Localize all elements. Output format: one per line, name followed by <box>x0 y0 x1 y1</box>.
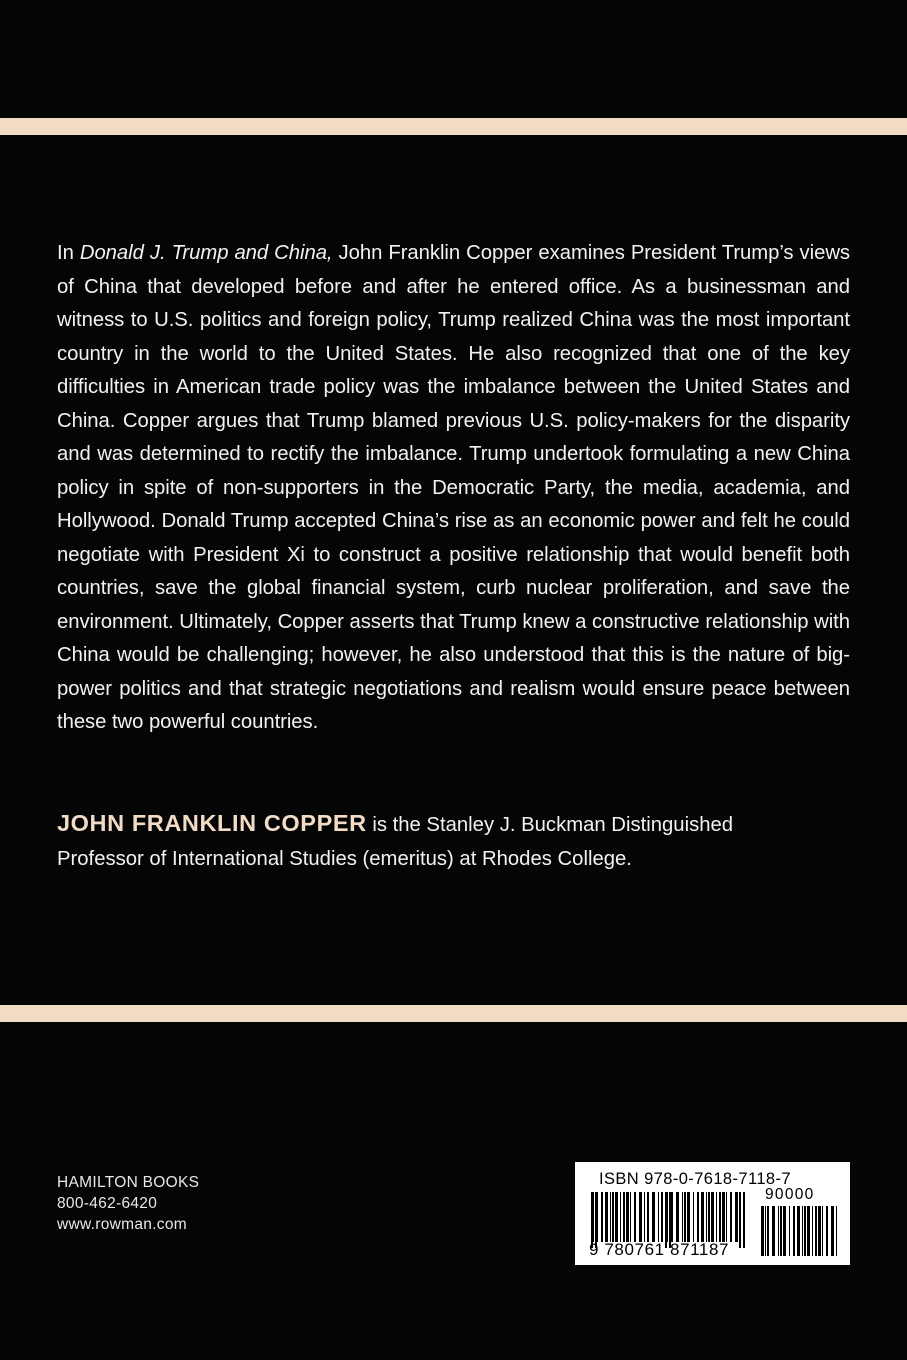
description-text: John Franklin Copper examines President Trump’s views of China that developed before and after he entered office. As a businessman and witness to U.S. politics and foreign policy, Trump realized China was the most important country in the world to the United States. He also recognized that one of the key difficulties in American trade policy was the imbalance between the United States and China. Copper argues that Trump blamed previous U.S. policy-makers for the disparity and was determined to rectify the imbalance. Trump undertook formulating a new China policy in spite of non-supporters in the Democratic Party, the media, academia, and Hollywood. Donald Trump accepted China’s rise as an economic power and felt he could negotiate with President Xi to construct a positive relationship that would benefit both countries, save the global financial system, curb nuclear proliferation, and save the environment. Ultimately, Copper asserts that Trump knew a constructive relationship with China would be challenging; however, he also understood that this is the nature of big-power politics and that strategic negotiations and realism would ensure peace between these two powerful countries. <box>57 242 851 733</box>
bottom-accent-band <box>0 1005 907 1022</box>
book-title: Donald J. Trump and China, <box>79 242 333 264</box>
publisher-website: www.rowman.com <box>57 1216 187 1233</box>
publisher-phone: 800-462-6420 <box>57 1195 158 1212</box>
author-bio <box>57 807 877 876</box>
description-intro: In <box>57 242 80 264</box>
publisher-info <box>57 1172 199 1235</box>
addon-number: 90000 <box>765 1186 815 1203</box>
ean-number: 9 780761 871187 <box>589 1240 730 1259</box>
bio-line-1: is the Stanley J. Buckman Distinguished <box>366 814 734 836</box>
bio-line-2: Professor of International Studies (emeritus) at Rhodes College. <box>57 847 632 870</box>
top-accent-band <box>0 118 907 135</box>
publisher-name: HAMILTON BOOKS <box>57 1174 200 1191</box>
isbn-barcode-box <box>575 1162 850 1265</box>
author-name: JOHN FRANKLIN COPPER <box>57 810 367 836</box>
book-description <box>57 237 850 740</box>
isbn-label: ISBN 978-0-7618-7118-7 <box>599 1170 791 1188</box>
